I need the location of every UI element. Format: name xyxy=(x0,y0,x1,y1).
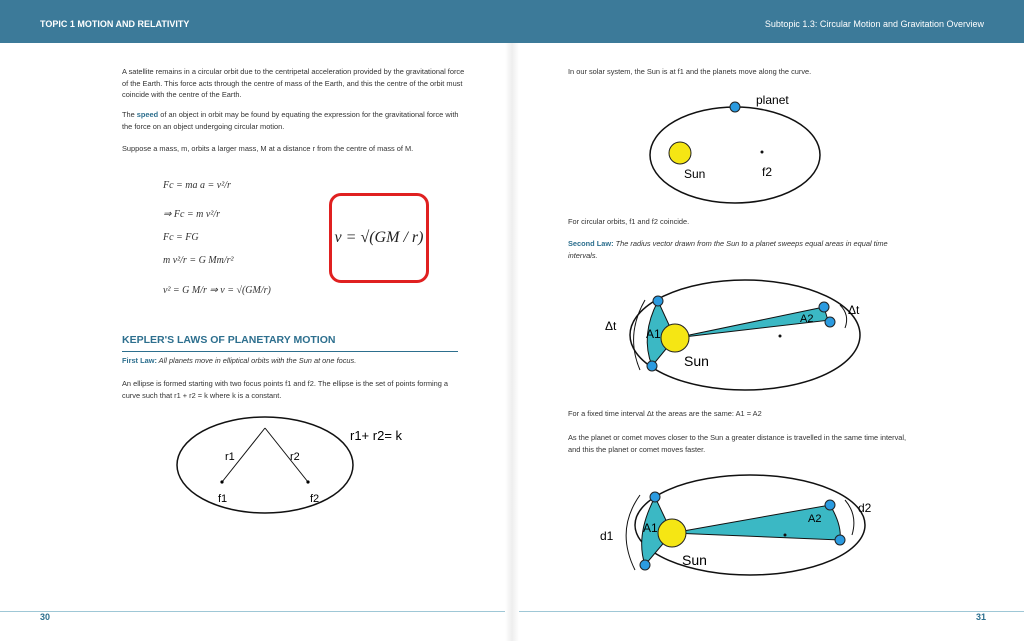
planet-icon xyxy=(819,302,829,312)
label-dt-2: Δt xyxy=(848,303,860,317)
keyword-speed: speed xyxy=(136,110,159,119)
label-sun: Sun xyxy=(682,552,707,568)
label-planet: planet xyxy=(756,93,789,107)
comet-speed-diagram xyxy=(626,475,865,575)
equation-4: m v²/r = G Mm/r² xyxy=(163,255,234,266)
planet-icon xyxy=(650,492,660,502)
sun-icon xyxy=(669,142,691,164)
label-sun: Sun xyxy=(684,353,709,369)
law-text: All planets move in elliptical orbits with the Sun at one focus. xyxy=(156,356,357,365)
page-number-left: 30 xyxy=(40,612,51,622)
label-f1: f1 xyxy=(218,493,228,505)
paragraph-satellite: A satellite remains in a circular orbit due to the centripetal acceleration provided by the gravitational force of the Earth. This force acts through the centre of mass of the Earth, and this the centre of the orbit must coincide with the centre of the Earth. xyxy=(122,67,465,99)
label-a2: A2 xyxy=(808,513,822,525)
page-number-right: 31 xyxy=(976,612,987,622)
label-sun: Sun xyxy=(684,167,706,181)
label-f2: f2 xyxy=(310,493,320,505)
label-a2: A2 xyxy=(800,313,814,325)
equation-3: Fc = FG xyxy=(163,232,199,243)
arc-arrow xyxy=(626,495,640,570)
label-a1: A1 xyxy=(646,327,661,341)
paragraph-suppose: Suppose a mass, m, orbits a larger mass, M at a distance r from the centre of mass of M. xyxy=(122,144,414,153)
label-dt-1: Δt xyxy=(605,319,617,333)
label-r1: r1 xyxy=(225,451,235,463)
planet-icon xyxy=(835,535,845,545)
sun-icon xyxy=(661,324,689,352)
label-sum: r1+ r2= k xyxy=(350,428,403,443)
label-a1: A1 xyxy=(643,521,658,535)
label-f2: f2 xyxy=(762,165,773,179)
equation-1: Fc = ma a = v²/r xyxy=(163,180,231,191)
label-d1: d1 xyxy=(600,529,614,543)
planet-icon xyxy=(825,500,835,510)
planet-icon xyxy=(825,317,835,327)
planet-icon xyxy=(640,560,650,570)
footer-rule-right xyxy=(519,611,1024,612)
label-r2: r2 xyxy=(290,451,300,463)
text: The xyxy=(122,110,137,119)
paragraph-faster: As the planet or comet moves closer to the Sun a greater distance is travelled in the same time interval, and this the planet or comet moves faster. xyxy=(568,433,907,454)
orbit-diagram xyxy=(650,102,820,203)
arc-arrow xyxy=(634,300,645,370)
planet-icon xyxy=(730,102,740,112)
equation-5: v² = G M/r ⇒ v = √(GM/r) xyxy=(163,285,271,296)
arc-arrow xyxy=(845,500,854,535)
focus-f2 xyxy=(306,480,309,483)
paragraph-circular: For circular orbits, f1 and f2 coincide. xyxy=(568,217,690,226)
paragraph-solar-system: In our solar system, the Sun is at f1 and the planets move along the curve. xyxy=(568,67,812,76)
equation-2: ⇒ Fc = m v²/r xyxy=(163,209,221,220)
footer-rule-left xyxy=(0,611,505,612)
text: of an object in orbit may be found by equating the expression for the gravitational force with the force on an object undergoing circular motion. xyxy=(122,110,459,131)
subtopic-title: Subtopic 1.3: Circular Motion and Gravitation Overview xyxy=(764,19,984,29)
section-heading: KEPLER'S LAWS OF PLANETARY MOTION xyxy=(122,334,458,352)
planet-icon xyxy=(647,361,657,371)
topic-title: TOPIC 1 MOTION AND RELATIVITY xyxy=(40,19,190,29)
focus-f2 xyxy=(761,151,764,154)
sun-icon xyxy=(658,519,686,547)
paragraph-ellipse: An ellipse is formed starting with two focus points f1 and f2. The ellipse is the set of points forming a curve such that r1 + r2 = k where k is a constant. xyxy=(122,379,449,400)
paragraph-equal-areas: For a fixed time interval Δt the areas are the same: A1 = A2 xyxy=(568,409,762,418)
planet-icon xyxy=(653,296,663,306)
focus-f1 xyxy=(220,480,223,483)
law-label: Second Law: xyxy=(568,239,614,248)
equal-areas-diagram xyxy=(630,280,860,390)
label-d2: d2 xyxy=(858,501,872,515)
law-text: The radius vector drawn from the Sun to a planet sweeps equal areas in equal time intervals. xyxy=(568,239,888,260)
formula: v = √(GM / r) xyxy=(334,229,424,246)
ellipse-diagram xyxy=(177,417,353,513)
law-label: First Law: xyxy=(122,356,157,365)
